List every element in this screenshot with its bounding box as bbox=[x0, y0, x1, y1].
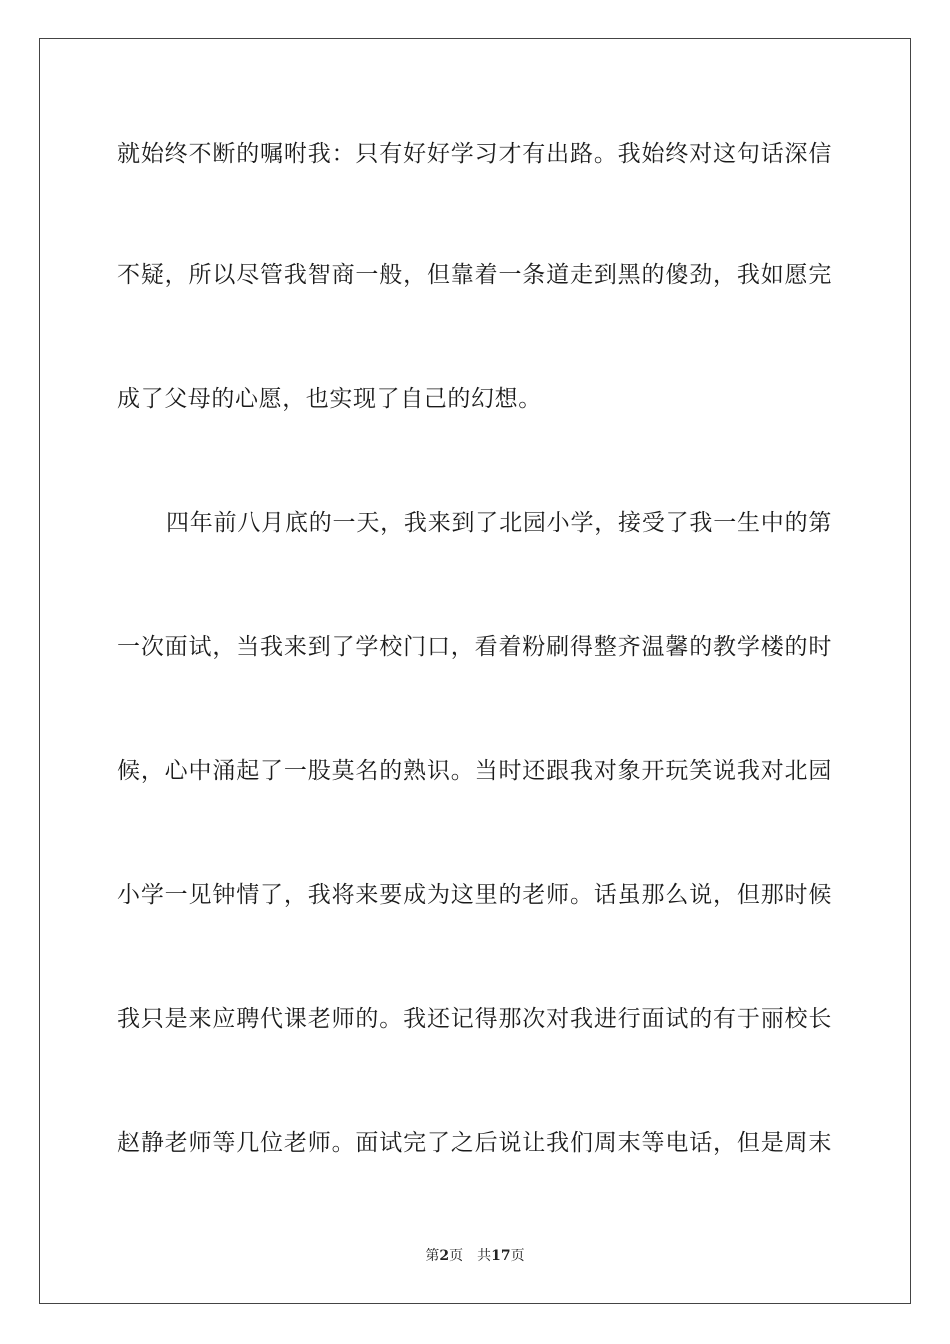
text-line: 不疑，所以尽管我智商一般，但靠着一条道走到黑的傻劲，我如愿完 bbox=[117, 262, 832, 288]
text-line: 赵静老师等几位老师。面试完了之后说让我们周末等电话，但是周末 bbox=[117, 1130, 832, 1156]
text-line: 四年前八月底的一天，我来到了北园小学，接受了我一生中的第 bbox=[166, 510, 832, 536]
total-pages: 17 bbox=[491, 1248, 511, 1264]
page-number: 2 bbox=[439, 1248, 450, 1264]
page-prefix: 第 bbox=[425, 1248, 440, 1264]
text-line: 小学一见钟情了，我将来要成为这里的老师。话虽那么说，但那时候 bbox=[117, 882, 832, 908]
total-prefix: 共 bbox=[477, 1248, 492, 1264]
text-line: 我只是来应聘代课老师的。我还记得那次对我进行面试的有于丽校长 bbox=[117, 1006, 832, 1032]
page-border bbox=[39, 38, 911, 1304]
text-line: 就始终不断的嘱咐我：只有好好学习才有出路。我始终对这句话深信 bbox=[117, 141, 832, 167]
total-suffix: 页 bbox=[510, 1248, 525, 1264]
text-line: 一次面试，当我来到了学校门口，看着粉刷得整齐温馨的教学楼的时 bbox=[117, 634, 832, 660]
page-footer bbox=[0, 1247, 950, 1265]
text-line: 成了父母的心愿，也实现了自己的幻想。 bbox=[117, 386, 542, 412]
text-line: 候，心中涌起了一股莫名的熟识。当时还跟我对象开玩笑说我对北园 bbox=[117, 758, 832, 784]
page-suffix: 页 bbox=[449, 1248, 464, 1264]
